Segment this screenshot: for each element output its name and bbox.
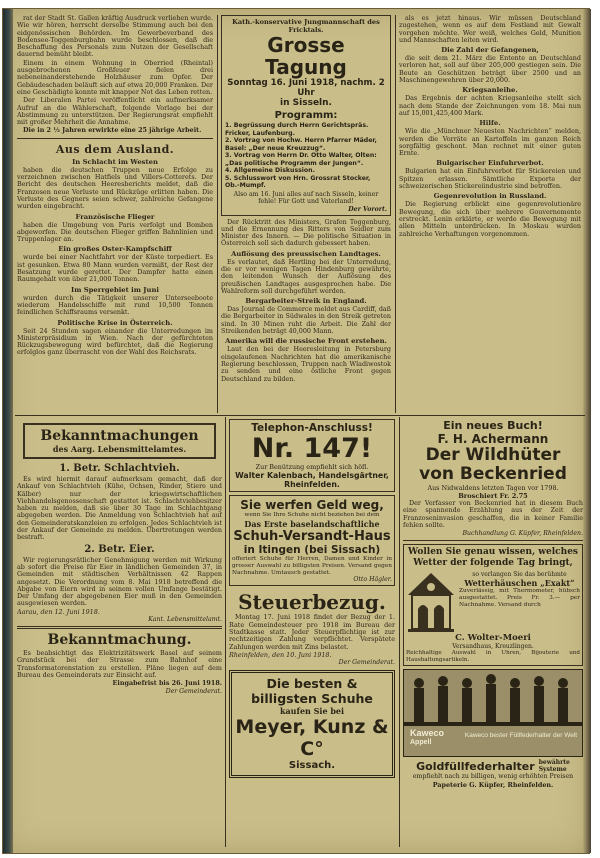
book-title: von Beckenried <box>419 464 567 484</box>
article-paragraph: Seit 24 Stunden sagen einander die Unterredungen im Ministerpräsidium in Wien. Nach der gefürchteten Rückzugsbewegung wird befürchtet, daß die Regierung erfolglos ganz überrascht von der Wahl des Reichsrats. <box>17 326 213 357</box>
ad-caption: Kaweco bester Füllfederhalter der Welt <box>464 732 578 740</box>
ad-place: Sissach. <box>288 760 336 772</box>
ad-line: Zur Benützung empfiehlt sich höfl. <box>255 463 369 471</box>
ad-title: Schuh-Versandt-Haus <box>233 529 391 544</box>
ad-signature: Der Vorort. <box>348 205 387 213</box>
divider <box>403 540 583 541</box>
ad-intro: Das Erste baselandschaftliche <box>244 519 380 529</box>
appell-label: Appell <box>410 739 432 747</box>
divider <box>17 626 222 629</box>
column-divider <box>217 15 218 413</box>
ad-signature: Papeterie G. Küpfer, Rheinfelden. <box>432 781 554 790</box>
article-paragraph: Der Liberalen Partei veröffentlicht ein aufmerksamer Aufruf an die Wählerschaft, folgende Vorlage bei der Abstimmung zu unterstützen. Der Regierungsrat empfiehlt mit großer Mehrheit die Annahme. <box>17 96 213 127</box>
notice-item-text: Wir regierungsrätlicher Genehmigung werden mit Wirkung ab sofort die Preise für Eier in ländlichen Gemeinden 37, in Gemeinden mit städtischen Verhältnissen 42 Rappen angesetzt. Die Verordnung vom 8. Mai 1918 betreffend die Abgabe von Eiern wird in seinem vollen Umfange bestätigt. Der Umfang der abgegebenen Eier muß in den Gemeinden ausgewiesen werden. <box>17 555 222 608</box>
middle-column <box>221 15 391 413</box>
article-paragraph: Laut den bei der Heeresleitung in Petersburg eingelaufenen Nachrichten hat die amerikanische Regierung beschlossen, Truppen nach Wladiwostok zu senden und eine östliche Front gegen Deutschland zu bilden. <box>221 345 391 383</box>
divider <box>17 138 213 139</box>
ad-place: in Sisseln. <box>280 98 332 108</box>
ad-price: Broschiert Fr. 2.75 <box>458 492 528 500</box>
ad-text: Der Verfasser von Beckenried hat in diesem Buch eine spannende Erzählung aus der Zeit der Franzoseninvasion geschaffen, die in keiner Familie fehlen sollte. <box>403 499 583 529</box>
ad-text: Reichhaltige Auswahl in Uhren, Bijouterie und Haushaltungsartikeln. <box>406 650 580 663</box>
ad-headline: Wollen Sie genau wissen, welches Wetter der folgende Tag bringt, <box>407 547 578 569</box>
program-item: 3. Vortrag von Herrn Dr. Otto Walter, Olten: „Das politische Programm der Jungen“. <box>225 152 377 167</box>
notice-title: Bekanntmachung. <box>47 632 192 649</box>
article-paragraph: Es verlautet, daß Hertling bei der Unterredung, die er vor wenigen Tagen Hindenburg gewährte, den leitenden Wunsch der Auflösung des preußischen Landtages ausgesprochen habe. Die Wahlreform soll durchgeführt werden. <box>221 257 391 295</box>
subheading: Politische Krise in Österreich. <box>57 318 173 327</box>
notice-title: Steuerbezug. <box>238 590 386 615</box>
ad-header: Kath.-konservative Jungmannschaft des Fricktals. <box>232 18 380 34</box>
notice-signature: Der Gemeinderat. <box>165 687 222 695</box>
bottom-middle-column <box>229 419 395 849</box>
article-paragraph: rat der Stadt St. Gallen kräftig Ausdruck verliehen wurde. Wie wir hören, herrscht derselbe Stimmung auch bei den eidgenössischen Behörden. Im Gewerbeverband des Bodensee-Toggenburgbahn wurde beschlossen, daß die Beschaffung des Personals zum Nutzen der Gesellschaft dauernd bemüht bleibt. <box>17 15 213 59</box>
article-paragraph: Die in 2 ½ Jahren erwirkte eine 25 jährige Arbeit. <box>23 126 202 135</box>
subheading: Gegenrevolution in Russland. <box>433 192 547 201</box>
ad-headline: Die besten & billigsten Schuhe <box>251 676 373 707</box>
ad-name: Meyer, Kunz & C° <box>235 716 389 761</box>
newspaper-page <box>2 8 590 854</box>
telephon-ad <box>229 419 395 492</box>
article-paragraph: Wie die „Münchner Neuesten Nachrichten“ melden, werden die Vorräte an Kartoffeln im ganzen Reich sorgfältig geschont. Man rechnet mit einer guten Ernte. <box>399 127 581 158</box>
subheading: Kriegsanleihe. <box>462 86 518 95</box>
ad-place: Versandhaus, Kreuzlingen. <box>452 643 534 651</box>
subheading: In Schlacht im Westen <box>72 157 158 166</box>
subheading: Bulgarischer Einfuhrverbot. <box>436 159 544 168</box>
product-name: Wetterhäuschen „Exakt“ <box>464 578 575 589</box>
column-divider <box>225 417 226 847</box>
ad-line: kaufen Sie bei <box>279 706 345 717</box>
section-heading: Aus dem Ausland. <box>55 142 175 156</box>
notice-date: Aarau, den 12. Juni 1918. <box>17 607 100 616</box>
tagung-ad <box>221 15 391 216</box>
notice-item-text: Es beabsichtigt das Elektrizitätswerk Basel auf seinem Grundstück bei der Strasse zum Bahnhof eine Transformatorenstation zu erstellen. Pläne liegen auf dem Bureau des Gemeinderats zur Einsicht auf. <box>17 649 222 679</box>
subheading: Auflösung des preussischen Landtages. <box>231 249 381 258</box>
column-divider <box>399 417 400 847</box>
notice-item-text: Montag 17. Juni 1918 findet der Bezug der 1. Rate Gemeindesteuer pro 1918 im Bureau der Stadtkasse statt. Jeder Steuerpflichtige ist zur rechtzeitigen Zahlung verpflichtet. Verspätete Zahlungen werden mit Zins belastet. <box>229 613 395 651</box>
product-feature: bewährte <box>538 759 570 767</box>
ad-date: Sonntag 16. Juni 1918, nachm. 2 Uhr <box>227 78 385 98</box>
ad-invite: Also am 16. Juni alles auf nach Sisseln, keiner fehle! Für Gott und Vaterland! <box>233 190 379 205</box>
ad-place: in Itingen (bei Sissach) <box>243 544 381 556</box>
article-paragraph: Der Rücktritt des Ministers, Grafen Toggenburg, und die Ernennung des Ritters von Seidler zum Minister des Innern. — Die politische Situation in Österreich soll sich dadurch gebessert haben. <box>221 217 391 248</box>
deadline-label: Eingabefrist bis <box>112 679 170 688</box>
brand-label: Kaweco <box>410 728 445 739</box>
subheading: Bergarbeiter-Streik in England. <box>245 297 367 306</box>
notice-subtitle: des Aarg. Lebensmittelamtes. <box>52 444 187 454</box>
subheading: Hilfe. <box>479 119 501 128</box>
section-divider <box>15 415 585 416</box>
program-item: 1. Begrüssung durch Herrn Gerichtspräs. Fricker, Laufenburg. <box>225 122 369 137</box>
ad-signature: Buchhandlung G. Küpfer, Rheinfelden. <box>462 530 583 538</box>
meyer-kunz-ad <box>229 670 395 778</box>
product-name: Goldfüllfederhalter <box>416 759 535 773</box>
deadline-date: 26. Juni 1918. <box>171 679 222 688</box>
book-title: Der Wildhüter <box>425 445 561 465</box>
article-paragraph: Das Journal de Commerce meldet aus Cardiff, daß die Bergarbeiter in Südwales in den Streik getreten sind. In 30 Minen ruht die Arbeit. Die Zahl der Streikenden beträgt 40,000 Mann. <box>221 305 391 336</box>
ad-header: Ein neues Buch! <box>443 419 543 432</box>
notice-item-title: 1. Betr. Schlachtvieh. <box>59 463 180 474</box>
binding-spine <box>3 9 13 853</box>
subheading: Französische Flieger <box>75 212 155 221</box>
kaweco-illustration <box>403 669 583 757</box>
subheading: Im Sperrgebiet im Juni <box>71 285 159 294</box>
notice-item-title: 2. Betr. Eier. <box>84 543 155 555</box>
ad-title: Grosse Tagung <box>265 33 347 79</box>
ad-line: Aus Nidwaldens letzten Tagen vor 1798. <box>427 484 559 492</box>
wetterhaeuschen-ad <box>403 544 583 666</box>
article-paragraph: Einem in einem Wohnung in Oberried (Rheintal) ausgebrochenen Großfeuer fielen drei nebeneinanderstehende Holzhäuser zum Opfer. Der Gebäudeschaden beläuft sich auf etwa 20,000 Franken. Der eine Geschädigte konnte mit knapper Not das Leben retten. <box>17 58 213 96</box>
page-edge <box>583 9 591 853</box>
ad-line: wenn Sie Ihre Schuhe nicht beziehen bei dem <box>244 512 380 518</box>
article-paragraph: haben die deutschen Truppen neue Erfolge zu verzeichnen zwischen Hatfiels und Villers-Cotterets. Der Bericht des deutschen Heeresberichts meldet, daß die Franzosen neue Verluste und Rückzüge erlitten haben. Die Verluste des Gegners seien schwer, zahlreiche Gefangene wurden eingebracht. <box>17 165 213 211</box>
ad-seller: C. Wolter-Moeri <box>455 633 531 644</box>
ad-line: empfiehlt nach zu billigen, wenig erhöhten Preisen <box>412 773 574 781</box>
ad-header: Telephon-Anschluss! <box>251 422 373 434</box>
program-title: Programm: <box>274 110 338 121</box>
notice-signature: Kant. Lebensmittelamt. <box>148 616 222 624</box>
program-item: 4. Allgemeine Diskussion. <box>225 167 315 174</box>
notice-signature: Der Gemeinderat. <box>338 659 395 667</box>
left-column <box>17 15 213 413</box>
ad-text: offeriert Schuhe für Herren, Damen und Kinder in grosser Auswahl zu billigsten Preisen. Versand gegen Nachnahme. Umtausch gestattet. <box>232 556 392 576</box>
subheading: Die Zahl der Gefangenen, <box>441 46 539 55</box>
ad-headline: Sie werfen Geld weg, <box>240 498 384 512</box>
phone-number: Nr. 147! <box>251 433 373 464</box>
subheading: Amerika will die russische Front erstehen. <box>225 337 387 346</box>
article-paragraph: wurde bei einer Nachtfahrt vor der Küste torpediert. Es ist gesunken. Etwa 80 Mann wurden vermißt, der Rest der Besatzung wurde gerettet. Der Dampfer hatte einen Raumgehalt von über 21,000 Tonnen. <box>17 253 213 284</box>
notice-date: Rheinfelden, den 10. Juni 1918. <box>229 650 332 659</box>
bottom-right-column <box>403 419 583 849</box>
article-paragraph: die seit dem 21. März die Entente an Deutschland verloren hat, soll auf über 205,000 gestiegen sein. Die Beute an Geschützen beträgt über 2500 und an Maschinengewehren über 20,000. <box>399 54 581 85</box>
notice-title-box <box>23 423 216 459</box>
right-column <box>399 15 581 413</box>
article-paragraph: haben die Umgebung von Paris verfolgt und Bomben abgeworfen. Die deutschen Flieger griffen Bahnlinien und Truppenlager an. <box>17 220 213 244</box>
program-item: 2. Vortrag von Hochw. Herrn Pfarrer Mäder, Basel: „Der neue Kreuzzug“. <box>225 137 377 152</box>
article-paragraph: wurden durch die Tätigkeit unserer Unterseeboote wiederum Handelsschiffe mit rund 10,500 Tonnen feindlichen Schiffsraums versenkt. <box>17 293 213 317</box>
ad-line: so verlangen Sie das berühmte <box>472 571 567 579</box>
product-feature: Systeme <box>538 766 567 774</box>
article-paragraph: Bulgarien hat ein Einfuhrverbot für Stickereien und Spitzen erlassen. Sämtliche Exporte der schweizerischen Stickereiindustrie sind betroffen. <box>399 167 581 191</box>
ad-place: Rheinfelden. <box>284 480 340 489</box>
article-paragraph: Das Ergebnis der achten Kriegsanleihe stellt sich nach dem Stande der Zeichnungen vom 18. Mai nun auf 15,001,425,400 Mark. <box>399 94 581 117</box>
ad-text: Zuverlässig, mit Thermometer, hübsch ausgestattet. Preis Fr. 3.— per Nachnahme. Versand durch <box>459 588 580 608</box>
article-paragraph: Die Regierung erblickt eine gegenrevolutionäre Bewegung, die sich über mehrere Gouvernemente erstreckt. Lenin erklärte, er werde die Bewegung mit allen Mitteln unterdrücken. In Moskau wurden zahlreiche Verhaftungen vorgenommen. <box>399 200 581 238</box>
notice-title: Bekanntmachungen <box>40 428 199 444</box>
weather-house-icon <box>406 571 456 633</box>
article-paragraph: als es jetzt hinaus. Wir müssen Deutschland zugestehen, wenn es auf dem Festland mit Gewalt vorgehen möchte. Wer weiß, welches Geld, Munition und Mannschaften leiten wird. <box>399 15 581 44</box>
ad-name: Walter Kalenbach, Handelsgärtner, <box>235 471 389 480</box>
notice-item-text: Es wird hiermit darauf aufmerksam gemacht, daß der Ankauf von Schlachtvieh (Kühe, Ochsen, Rinder, Stiere und Kälber) nur der kriegswirtschaftlichen Viehhandelsgenossenschaft gestattet ist. Schlachtviehbesitzer haben zu melden, daß sie über 30 Tage im Schlachtgang abgegeben werden. Die Anmeldung von Schlachtvieh hat auf den Gemeinderatskanzleien zu erfolgen. Jedes Schlachtvieh ist der Ankauf der Gemeinde zu melden. Übertretungen werden bestraft. <box>17 475 222 542</box>
ad-author: F. H. Achermann <box>437 432 549 446</box>
subheading: Ein großes Oster-Kampfschiff <box>58 245 172 254</box>
schuh-versandt-ad <box>229 495 395 586</box>
program-item: 5. Schlusswort von Hrn. Grossrat Stocker, Ob.-Mumpf. <box>225 174 371 189</box>
ad-signature: Otto Hägler. <box>353 576 392 584</box>
column-divider <box>395 15 396 413</box>
bekanntmachungen-section <box>17 419 222 849</box>
